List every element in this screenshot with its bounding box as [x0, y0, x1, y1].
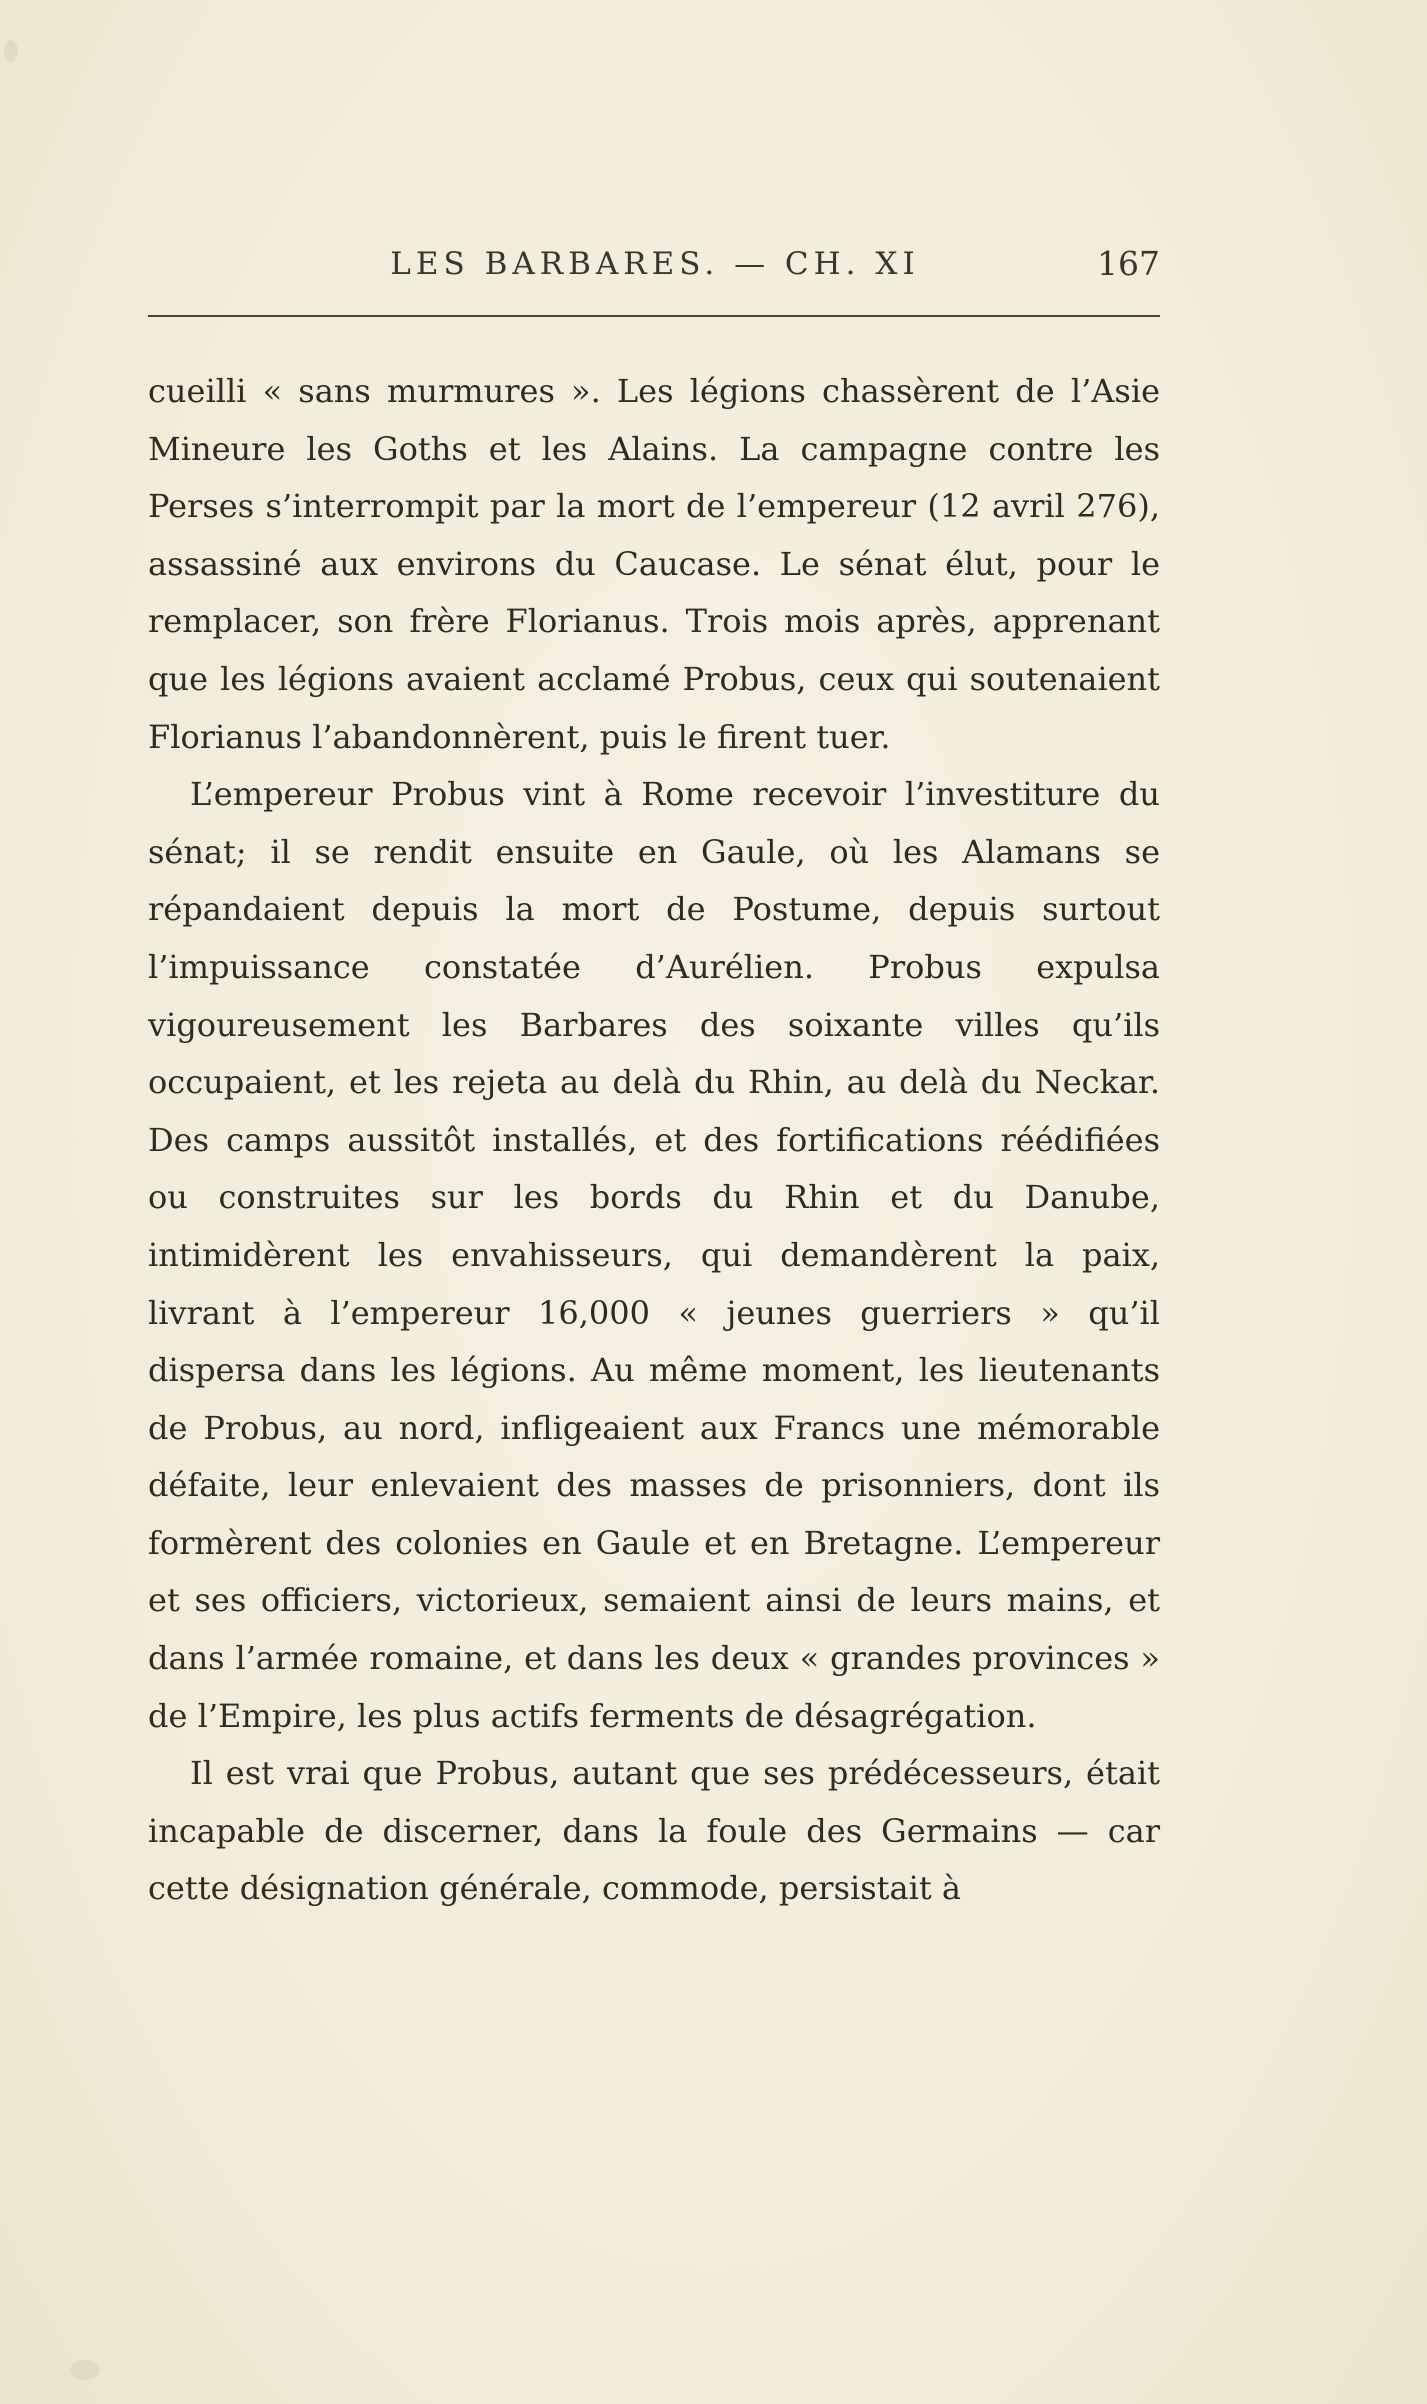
paragraph: L’empereur Probus vint à Rome recevoir l’investiture du sénat; il se rendit ensuite en Gaule, où les Alamans se répandaient depuis la mort de Postume, depuis surtout l’impuissance constatée d’Aurélien. Probus expulsa vigoureusement les Barbares des soixante villes qu’ils occupaient, et les rejeta au delà du Rhin, au delà du Neckar. Des camps aussitôt installés, et des fortifications réédifiées ou construites sur les bords du Rhin et du Danube, intimidèrent les envahisseurs, qui demandèrent la paix, livrant à l’empereur 16,000 « jeunes guerriers » qu’il dispersa dans les légions. Au même moment, les lieutenants de Probus, au nord, infligeaient aux Francs une mémorable défaite, leur enlevaient des masses de prisonniers, dont ils formèrent des colonies en Gaule et en Bretagne. L’empereur et ses officiers, victorieux, semaient ainsi de leurs mains, et dans l’armée romaine, et dans les deux « grandes provinces » de l’Empire, les plus actifs ferments de désagrégation. [148, 775, 1160, 1735]
paragraph: Il est vrai que Probus, autant que ses prédécesseurs, était incapable de discerner, dans la foule des Germains — car cette désignation générale, commode, persistait à [148, 1754, 1160, 1908]
running-head [150, 236, 1160, 292]
paper-stain [4, 40, 18, 62]
page-number: 167 [1097, 244, 1160, 283]
paragraph-continued: cueilli « sans murmures ». Les légions chassèrent de l’Asie Mineure les Goths et les Alains. La campagne contre les Perses s’interrompit par la mort de l’empereur (12 avril 276), assassiné aux environs du Caucase. Le sénat élut, pour le remplacer, son frère Florianus. Trois mois après, apprenant que les légions avaient acclamé Probus, ceux qui soutenaient Florianus l’abandonnèrent, puis le firent tuer. [148, 372, 1160, 756]
paper-stain [70, 2360, 100, 2380]
header-rule [148, 315, 1160, 317]
body-text [148, 363, 1160, 1918]
running-title: LES BARBARES. — CH. XI [390, 246, 920, 282]
